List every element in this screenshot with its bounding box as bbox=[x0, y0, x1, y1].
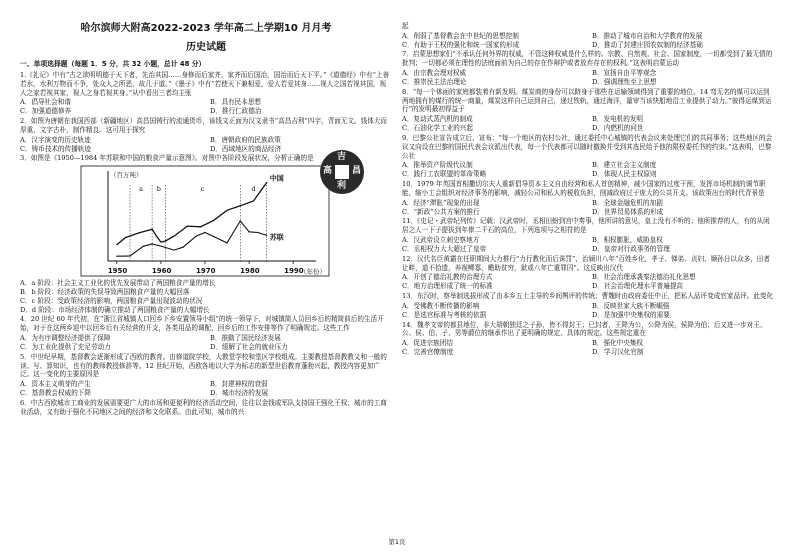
page-footer: 第1页 bbox=[388, 538, 406, 546]
x-tick-label: 1960 bbox=[151, 267, 172, 276]
data-point bbox=[266, 182, 267, 183]
data-point bbox=[200, 226, 201, 227]
data-point bbox=[125, 237, 126, 238]
question-options bbox=[402, 302, 774, 320]
option-item: A．倡导社会和谐 bbox=[20, 98, 71, 107]
question-text: 7．启蒙思想家们“不承认任何外界的权威，不管这种权威是什么样的。宗教、自然观、社会、国家制度，一切都受到了最无情的批判；一切都必须在理性的法庭面前为自己的存在作辩护或者放弃存在的权利。”这表明启蒙运动 bbox=[402, 50, 773, 68]
coin-image bbox=[320, 150, 364, 194]
data-point bbox=[213, 220, 214, 221]
x-tick-label: 1980 bbox=[240, 267, 260, 276]
option-item: C．石油化学工业的兴起 bbox=[402, 124, 473, 133]
question-options bbox=[402, 115, 774, 133]
option-item: C．推崇民主法治理论 bbox=[402, 77, 467, 86]
option-item: D．d 阶段：市场经济体制的确立推动了两国粮食产量的大幅增长 bbox=[20, 305, 210, 314]
question-text: 13．东汉时，察举制选拔形成了由本乡五士主导的乡间舆评的传统；曹魏时由政府委任中正，把私人品评变成官家品评。此变化 bbox=[402, 292, 774, 301]
question-options bbox=[402, 236, 774, 254]
data-point bbox=[213, 236, 214, 237]
option-item: D．内燃机的问世 bbox=[592, 124, 644, 133]
data-point bbox=[240, 205, 241, 206]
option-item: D．学习汉化官制 bbox=[592, 347, 644, 356]
stage-label: d bbox=[251, 185, 256, 194]
option-item: B．推动了城市自治和大学教育的发展 bbox=[592, 31, 703, 40]
option-item: D．体现人民主权原则 bbox=[592, 170, 657, 179]
data-point bbox=[182, 247, 183, 248]
data-point bbox=[160, 246, 161, 247]
coin-char-left: 高 bbox=[323, 166, 333, 176]
stage-label: c bbox=[200, 185, 205, 194]
data-point bbox=[196, 236, 197, 237]
question-options bbox=[20, 334, 392, 352]
data-point bbox=[138, 232, 139, 233]
option-item: B．全球金融危机的加剧 bbox=[592, 198, 663, 207]
option-item: D．推行仁政德治 bbox=[210, 107, 262, 116]
coin-char-bottom: 利 bbox=[337, 181, 347, 191]
stage-label: a bbox=[139, 185, 143, 194]
option-item: A．开创了德治礼教的治理方式 bbox=[402, 273, 493, 282]
option-item: B．强化中央集权 bbox=[592, 339, 644, 348]
y-axis-label: （百万吨） bbox=[110, 171, 143, 180]
data-point bbox=[160, 242, 161, 243]
right-column bbox=[402, 22, 774, 358]
coin-char-top: 吉 bbox=[337, 152, 347, 162]
data-point bbox=[174, 250, 175, 251]
series-label: 苏联 bbox=[269, 232, 284, 242]
question-text: 10．1979 年英国首相撒切尔夫人重新倡导资本主义自由经营和私人首创精神，减少国家的过度干预，发挥市场机制的调节职能，缩小工会组织对经济事务的影响，减轻公司和私人的税收负担，削减政府过于庞大的公共开支。该政策出台的时代背景是 bbox=[402, 180, 766, 197]
grain-chart-svg bbox=[80, 165, 333, 277]
option-item: B．推動了国民经济发展 bbox=[210, 334, 281, 343]
coin-hole bbox=[334, 164, 350, 180]
question-options bbox=[402, 339, 774, 357]
option-item: D．缓解了社会的就业压力 bbox=[210, 342, 288, 351]
question-list-left-2 bbox=[20, 315, 392, 416]
data-point bbox=[174, 236, 175, 237]
question-options bbox=[402, 273, 774, 291]
data-point bbox=[151, 244, 152, 245]
option-item: B．具有民本思想 bbox=[210, 98, 262, 107]
option-item: D．城市经济的发展 bbox=[210, 389, 269, 398]
option-item: A．受佛教不断传播的影响 bbox=[402, 301, 480, 310]
data-point bbox=[253, 201, 254, 202]
option-item: D．推动了封建庄园农奴制的经济基础 bbox=[592, 40, 703, 49]
option-item: B．社会治理承袭秦法德治礼化思想 bbox=[592, 273, 696, 282]
option-item: C．为工业化提供了充足劳动力 bbox=[20, 342, 111, 351]
option-item: D．西域地区的商品经济 bbox=[210, 144, 282, 153]
x-tick-label: 1970 bbox=[196, 267, 216, 276]
data-point bbox=[204, 232, 205, 233]
x-axis-label: （年份） bbox=[300, 268, 326, 277]
option-item: C．铸币技术的传播轨迹 bbox=[20, 144, 91, 153]
option-item: C．践行工农联盟的革命策略 bbox=[402, 170, 487, 179]
option-item: A．汉字演变的历史轨迹 bbox=[20, 135, 91, 144]
option-item: A．a 阶段：社会主义工业化的优先发展带动了两国粮食产量的增长 bbox=[20, 279, 216, 288]
data-point bbox=[116, 256, 117, 257]
question-options bbox=[402, 199, 774, 217]
question-text: 4．20 世纪 60 年代初，在“浙江省城镇人口回乡下乡安置领导小组”的统一领导下，对城镇简人员回乡后的精简前后的生活开始，对于在这两乡迎中以回乡后有关经营的开支，各类用品的调配，回乡后的工作安排等作了明确规定。这些工作 bbox=[20, 315, 384, 333]
data-point bbox=[248, 231, 249, 232]
data-point bbox=[240, 220, 241, 221]
question-options bbox=[20, 98, 392, 116]
coin-char-right: 昌 bbox=[352, 166, 362, 176]
option-item: B．封建神权的衰弱 bbox=[210, 380, 268, 389]
option-item: A．削弱了基督教会在中世纪的思想控制 bbox=[402, 31, 519, 40]
data-point bbox=[151, 229, 152, 230]
option-item: B．宣扬自由平等观念 bbox=[592, 69, 657, 78]
series-label: 中国 bbox=[269, 173, 284, 183]
option-item: D．皇帝对行政事务的管理 bbox=[592, 244, 670, 253]
option-item: B．相权膨胀，威胁皇权 bbox=[592, 236, 663, 245]
data-point bbox=[116, 244, 117, 245]
question-text: 14．魏孝文帝的都县地位，非大胡朝独廷之子孙，皆不得封王；已封者，王降为公，公降为侯，侯降为伯；后又进一步对王、公、侯、伯、子、男等爵位的继承作出了更明确的规定、具体的规定。这些规定重在 bbox=[402, 320, 767, 338]
option-item: C．加强道德修养 bbox=[20, 107, 72, 116]
question-text: 9．巴黎公社宣告成立后，宣布：“每一个地区的农村公社，通过委托中心城镇的代表会议来处理它们的共同事务；这些地区的会议又向设在巴黎的国民代表会议派出代表，每一个代表都可以随时撤换并受到其选民给予他的限权委托书的约束。”这表明，巴黎公社 bbox=[402, 133, 773, 160]
question-text: 8．“每一个体面的家庭都装着有新发明。煤炭商的身份可以跻身于那些在运输领域得到了重要的地位。14 弯无名的煤可以运到两地拥有的煤行的统一商量，煤炭这样自己运到自己，递过铁轨，通过海洋，量审当该快船地沿工业提供了动力。”彼得运煤到运行”的发明最初得益于 bbox=[402, 87, 772, 114]
option-item: A．由宗教会理对权威 bbox=[402, 69, 467, 78]
option-item: C．有助于王权的强化和统一国家的形成 bbox=[402, 40, 520, 49]
data-point bbox=[266, 235, 267, 236]
option-item: C．完善官僚制度 bbox=[402, 347, 454, 356]
data-point bbox=[226, 210, 227, 211]
exam-title: 哈尔滨师大附高2022-2023 学年高二上学期10 月月考 bbox=[80, 23, 332, 34]
option-item: A．经济“滞胀”现象的出现 bbox=[402, 198, 480, 207]
option-item: D．是加强中央集权的需要 bbox=[592, 310, 670, 319]
question-text: 5．中世纪早期，基督教会逐渐形成了西欧的教育。由修道院学校，大教堂学校和堂区学校组成。主要教授基督教教义和一般的读、写、算知识，也有的教师教授修辞等。12 世纪开始，西欧各地以大学为标志的新型世俗教育蓬勃兴起，教授内容更加广泛。这一变化的主要原因是 bbox=[20, 352, 387, 379]
chart-frame bbox=[81, 166, 329, 276]
x-tick-label: 1990 bbox=[284, 267, 304, 276]
option-item: D．世界贸易体系的形成 bbox=[592, 207, 664, 216]
option-item: C．是选官标准与考核的依据 bbox=[402, 310, 487, 319]
data-point bbox=[187, 226, 188, 227]
question-options bbox=[402, 161, 774, 179]
option-item: C．地方治理形成了统一的标准 bbox=[402, 282, 493, 291]
question-options bbox=[20, 380, 392, 398]
data-point bbox=[143, 246, 144, 247]
question-options bbox=[402, 69, 774, 87]
data-point bbox=[165, 241, 166, 242]
data-point bbox=[257, 232, 258, 233]
section-heading: 一、单项选择题（每题 1．5 分，共 32 小题，总计 48 分） bbox=[20, 59, 206, 68]
stage-label: b bbox=[156, 185, 161, 194]
question-options bbox=[402, 32, 774, 50]
question-list-left bbox=[20, 71, 392, 163]
left-column bbox=[20, 22, 392, 418]
data-point bbox=[226, 242, 227, 243]
option-item: B．建立社会主义制度 bbox=[592, 161, 657, 170]
option-item: B．唐朝政府的民族政策 bbox=[210, 135, 281, 144]
option-item: A．推举资产阶级代议制 bbox=[402, 161, 473, 170]
data-point bbox=[156, 236, 157, 237]
option-item: C．c 阶段：受政策经济的影响，两国粮食产量出现波动的状况 bbox=[20, 296, 203, 305]
question-list-right bbox=[402, 22, 774, 357]
question-text: 3．如图是《1950—1984 年苏联和中国的粮食产量示意图》。对图中各阶段发展状况，分析正确的是 bbox=[20, 154, 314, 163]
question-text: 起 bbox=[402, 22, 409, 30]
question-text: 1.《礼记》中有“古之欲明明德于天下者，先治其国……身修而后家齐，家齐而后国治，国治而后天下平。”《道德经》中有“上善若水，水利万物而不争，处众人之所恶，故几于道。”《墨子》中有“若使天下兼相爱，爱人若爱其身……视人之国若视其国，视人之家若视其家，视人之身若视其身。”从中看出三者均主张 bbox=[20, 70, 390, 97]
option-item: C．基督教会权威的下降 bbox=[20, 389, 91, 398]
option-item: A．促进宗族团结 bbox=[402, 339, 453, 348]
exam-subtitle: 历史试题 bbox=[186, 42, 226, 54]
option-item: B．发电机的发明 bbox=[592, 115, 644, 124]
question-text: 2．如图为唐朝在我国西部（新疆地区）高昌国铸行的流通货币，该钱文正面为汉文隶书“高昌吉利”四字，背面无文。钱体大而厚重，文字古朴，制作精良。这可用于探究 bbox=[20, 117, 387, 134]
question-text: 12．汉代名臣黄霸在任职期间大力推行“力行教化而后诛罚”，治颍川八年“百姓乡化，孝子、悌弟、贞妇、顺孙日以众多，田者让畔，道不拾遗，养视鳏寡，赡助贫穷，狱或八年亡重罪囚”。这反映出汉代 bbox=[402, 254, 770, 272]
question-text: 11．《史记・武帝纪列传》记载：汉武帝时，丞相田蚡到宫中奏事，他所讲的意见，皇上没有不听的；他所推荐的人，有的从闲居之人一下子提拔到年俸二千石的高位，下列选项与之相符的是 bbox=[402, 217, 770, 235]
option-item: D．强调理性至上思想 bbox=[592, 77, 657, 86]
option-item: A．复动式蒸汽机的制成 bbox=[402, 115, 473, 124]
grain-chart bbox=[80, 165, 333, 277]
q3-options bbox=[20, 279, 392, 314]
option-item: B．反映世家大族不断崛强 bbox=[592, 301, 670, 310]
option-item: A．资本主义萌芽的产生 bbox=[20, 380, 91, 389]
question-text: 6．中古西欧城市工商业的发展需要更广大的市场和更便利的经济活动空间，往往以金钱或军队支持国王强化王权；城市的工商业活动，又有助于强化不同地区之间的经济和文化联系。由此可知，城市的兴 bbox=[20, 398, 387, 416]
data-point bbox=[129, 256, 130, 257]
option-item: C．丞相权力大大超过了皇帝 bbox=[402, 244, 487, 253]
option-item: A．汉武帝设立刺史察地方 bbox=[402, 236, 480, 245]
option-item: C．“新政”公共方案的推行 bbox=[402, 207, 480, 216]
option-item: B．b 阶段：经济政策的失误导致两国粮食产量的大幅回落 bbox=[20, 287, 190, 296]
option-item: D．社会治理化理水平普遍提高 bbox=[592, 282, 684, 291]
option-item: A．为有序调整经济提供了保障 bbox=[20, 334, 111, 343]
x-tick-label: 1950 bbox=[107, 267, 128, 276]
